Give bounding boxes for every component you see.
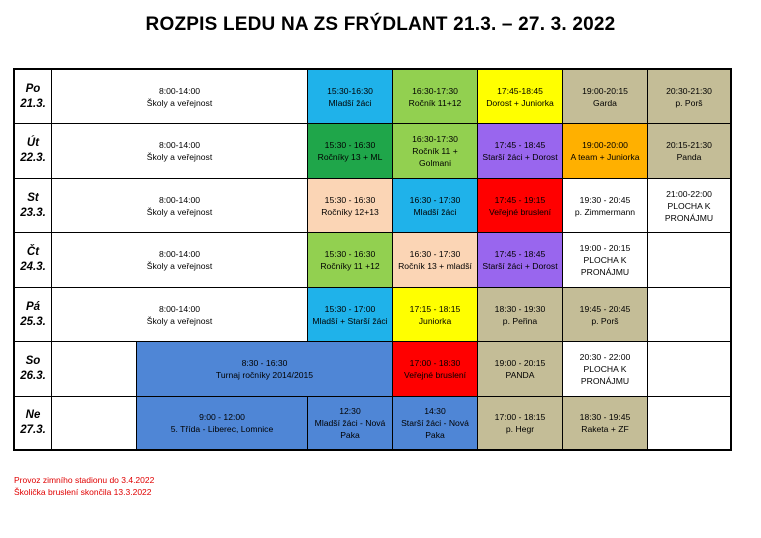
slot-time: 14:30 bbox=[424, 406, 446, 416]
schedule-slot bbox=[478, 397, 563, 449]
day-date: 21.3. bbox=[20, 97, 46, 110]
slot-label: Veřejné bruslení bbox=[488, 206, 552, 217]
slot-time: 19:45 - 20:45 bbox=[579, 303, 631, 314]
schedule-slot bbox=[648, 70, 730, 124]
day-header-cell bbox=[15, 124, 52, 179]
day-name: Pá bbox=[25, 300, 41, 313]
day-date: 25.3. bbox=[20, 315, 46, 328]
slot-label: p. Hegr bbox=[505, 424, 535, 434]
slot-label: PRONÁJMU bbox=[580, 267, 630, 277]
slot-time: 9:00 - 12:00 bbox=[199, 412, 245, 422]
schedule-slot bbox=[478, 124, 563, 179]
slot-label: PLOCHA K bbox=[583, 255, 627, 265]
slot-time: 17:00 - 18:15 bbox=[494, 412, 546, 422]
day-header-cell bbox=[15, 342, 52, 397]
schedule-slot bbox=[563, 233, 648, 288]
slot-label: Školy a veřejnost bbox=[146, 261, 213, 271]
day-date: 23.3. bbox=[20, 206, 46, 219]
slot-time: 18:30 - 19:45 bbox=[579, 412, 631, 422]
schedule-slot bbox=[563, 288, 648, 342]
day-date: 26.3. bbox=[20, 370, 46, 382]
slot-label: Juniorka bbox=[418, 315, 452, 326]
schedule-slot bbox=[563, 70, 648, 124]
schedule-slot bbox=[478, 288, 563, 342]
slot-time: 16:30 - 17:30 bbox=[409, 249, 461, 259]
day-date: 24.3. bbox=[20, 261, 46, 273]
slot-time: 19:00-20:15 bbox=[582, 85, 628, 96]
slot-label: Ročník 11 + bbox=[412, 146, 458, 156]
schedule-slot bbox=[563, 397, 648, 449]
slot-time: 8:30 - 16:30 bbox=[241, 358, 288, 368]
schedule-slot bbox=[393, 233, 478, 288]
schedule-slot bbox=[52, 179, 308, 233]
schedule-slot bbox=[478, 70, 563, 124]
schedule-slot bbox=[137, 342, 393, 397]
day-header-cell bbox=[15, 233, 52, 288]
schedule-slot bbox=[52, 342, 137, 397]
slot-label: Starší žáci + Dorost bbox=[482, 152, 558, 162]
day-header-cell bbox=[15, 179, 52, 233]
slot-time: 17:45-18:45 bbox=[497, 85, 543, 96]
slot-label: Veřejné bruslení bbox=[403, 370, 467, 380]
slot-time: 8:00-14:00 bbox=[158, 303, 201, 314]
slot-label: p. Zimmermann bbox=[574, 206, 636, 217]
slot-time: 15:30 - 17:00 bbox=[324, 303, 376, 314]
slot-time: 17:00 - 18:30 bbox=[409, 358, 461, 368]
slot-label: PLOCHA K bbox=[583, 364, 627, 374]
page-title: ROZPIS LEDU NA ZS FRÝDLANT 21.3. – 27. 3. 2022 bbox=[145, 14, 616, 35]
slot-label: p. Porš bbox=[675, 97, 703, 108]
slot-label: Ročníky 13 + ML bbox=[317, 152, 383, 162]
slot-label: A team + Juniorka bbox=[570, 152, 640, 162]
slot-time: 15:30 - 16:30 bbox=[324, 194, 376, 205]
slot-label: Školy a veřejnost bbox=[146, 315, 213, 326]
slot-label: PLOCHA K bbox=[667, 200, 711, 211]
slot-label: Školy a veřejnost bbox=[146, 152, 213, 162]
slot-time: 8:00-14:00 bbox=[158, 194, 201, 205]
schedule-slot bbox=[308, 179, 393, 233]
schedule-slot bbox=[563, 342, 648, 397]
slot-time: 15:30 - 16:30 bbox=[324, 140, 376, 150]
slot-label: PRONÁJMU bbox=[580, 376, 630, 386]
note-line: Provoz zimního stadionu do 3.4.2022 bbox=[14, 475, 155, 485]
slot-time: 18:30 - 19:30 bbox=[494, 303, 546, 314]
note-line: Školička bruslení skončila 13.3.2022 bbox=[14, 487, 152, 497]
slot-label: p. Peřina bbox=[502, 315, 538, 326]
slot-label: Ročníky 12+13 bbox=[321, 206, 379, 217]
schedule-slot bbox=[393, 397, 478, 449]
slot-label: Raketa + ZF bbox=[581, 424, 629, 434]
schedule-slot bbox=[478, 342, 563, 397]
schedule-table bbox=[13, 68, 732, 451]
schedule-slot bbox=[308, 70, 393, 124]
schedule-slot bbox=[137, 397, 308, 449]
slot-time: 16:30-17:30 bbox=[412, 134, 458, 144]
schedule-slot bbox=[308, 124, 393, 179]
day-name: Po bbox=[25, 82, 41, 95]
schedule-slot bbox=[52, 288, 308, 342]
slot-label: Dorost + Juniorka bbox=[486, 97, 554, 108]
notes bbox=[14, 474, 154, 498]
slot-label: PANDA bbox=[505, 370, 535, 380]
schedule-slot bbox=[648, 288, 730, 342]
slot-time: 17:45 - 18:45 bbox=[494, 140, 546, 150]
slot-time: 12:30 bbox=[339, 406, 361, 416]
schedule-slot bbox=[52, 70, 308, 124]
slot-time: 20:30 - 22:00 bbox=[579, 352, 631, 362]
slot-label: Paka bbox=[340, 430, 360, 440]
schedule-slot bbox=[393, 342, 478, 397]
slot-label: Školy a veřejnost bbox=[146, 97, 213, 108]
schedule-slot bbox=[478, 233, 563, 288]
slot-label: Mladší žáci bbox=[413, 206, 457, 217]
schedule-slot bbox=[308, 397, 393, 449]
day-header-cell bbox=[15, 288, 52, 342]
slot-label: PRONÁJMU bbox=[664, 212, 714, 223]
day-name: Ne bbox=[25, 409, 41, 421]
slot-time: 19:00 - 20:15 bbox=[494, 358, 546, 368]
slot-time: 16:30-17:30 bbox=[412, 85, 458, 96]
slot-label: 5. Třída - Liberec, Lomnice bbox=[170, 424, 274, 434]
day-date: 27.3. bbox=[20, 424, 46, 436]
slot-time: 19:30 - 20:45 bbox=[579, 194, 631, 205]
slot-label: Panda bbox=[676, 152, 702, 162]
slot-label: Ročník 11+12 bbox=[408, 97, 462, 108]
slot-time: 8:00-14:00 bbox=[158, 85, 201, 96]
slot-time: 17:45 - 18:45 bbox=[494, 249, 546, 259]
day-date: 22.3. bbox=[20, 152, 46, 164]
schedule-slot bbox=[648, 124, 730, 179]
schedule-slot bbox=[52, 397, 137, 449]
slot-label: Starší žáci + Dorost bbox=[482, 261, 558, 271]
schedule-slot bbox=[563, 179, 648, 233]
schedule-slot bbox=[393, 288, 478, 342]
slot-label: Garda bbox=[593, 97, 617, 108]
slot-time: 20:30-21:30 bbox=[666, 85, 712, 96]
slot-time: 15:30 - 16:30 bbox=[324, 249, 376, 259]
schedule-slot bbox=[648, 397, 730, 449]
slot-label: Starší žáci - Nová bbox=[401, 418, 469, 428]
slot-time: 20:15-21:30 bbox=[666, 140, 712, 150]
slot-label: Ročníky 11 +12 bbox=[320, 261, 380, 271]
schedule-slot bbox=[648, 342, 730, 397]
slot-time: 17:15 - 18:15 bbox=[409, 303, 461, 314]
schedule-slot bbox=[563, 124, 648, 179]
slot-label: Školy a veřejnost bbox=[146, 206, 213, 217]
schedule-slot bbox=[52, 233, 308, 288]
slot-label: Paka bbox=[425, 430, 445, 440]
slot-time: 15:30-16:30 bbox=[327, 85, 373, 96]
schedule-slot bbox=[478, 179, 563, 233]
slot-label: Mladší žáci - Nová bbox=[314, 418, 386, 428]
slot-label: p. Porš bbox=[591, 315, 619, 326]
day-header-cell bbox=[15, 397, 52, 449]
day-name: Čt bbox=[26, 246, 40, 258]
schedule-slot bbox=[393, 124, 478, 179]
slot-time: 21:00-22:00 bbox=[666, 188, 712, 199]
schedule-slot bbox=[308, 288, 393, 342]
slot-label: Turnaj ročníky 2014/2015 bbox=[215, 370, 314, 380]
day-name: Út bbox=[26, 137, 40, 149]
schedule-slot bbox=[308, 233, 393, 288]
slot-label: Mladší žáci bbox=[328, 97, 372, 108]
day-header-cell bbox=[15, 70, 52, 124]
schedule-slot bbox=[648, 179, 730, 233]
slot-time: 19:00-20:00 bbox=[582, 140, 628, 150]
slot-label: Ročník 13 + mladší bbox=[398, 261, 472, 271]
slot-time: 17:45 - 19:15 bbox=[494, 194, 546, 205]
schedule-slot bbox=[393, 70, 478, 124]
schedule-slot bbox=[648, 233, 730, 288]
slot-time: 16:30 - 17:30 bbox=[409, 194, 461, 205]
slot-time: 8:00-14:00 bbox=[158, 140, 201, 150]
slot-time: 8:00-14:00 bbox=[158, 249, 201, 259]
schedule-slot bbox=[393, 179, 478, 233]
schedule-slot bbox=[52, 124, 308, 179]
day-name: St bbox=[27, 191, 39, 204]
slot-time: 19:00 - 20:15 bbox=[579, 243, 631, 253]
slot-label: Golmani bbox=[419, 158, 451, 168]
day-name: So bbox=[25, 355, 41, 367]
slot-label: Mladší + Starší žáci bbox=[312, 315, 388, 326]
